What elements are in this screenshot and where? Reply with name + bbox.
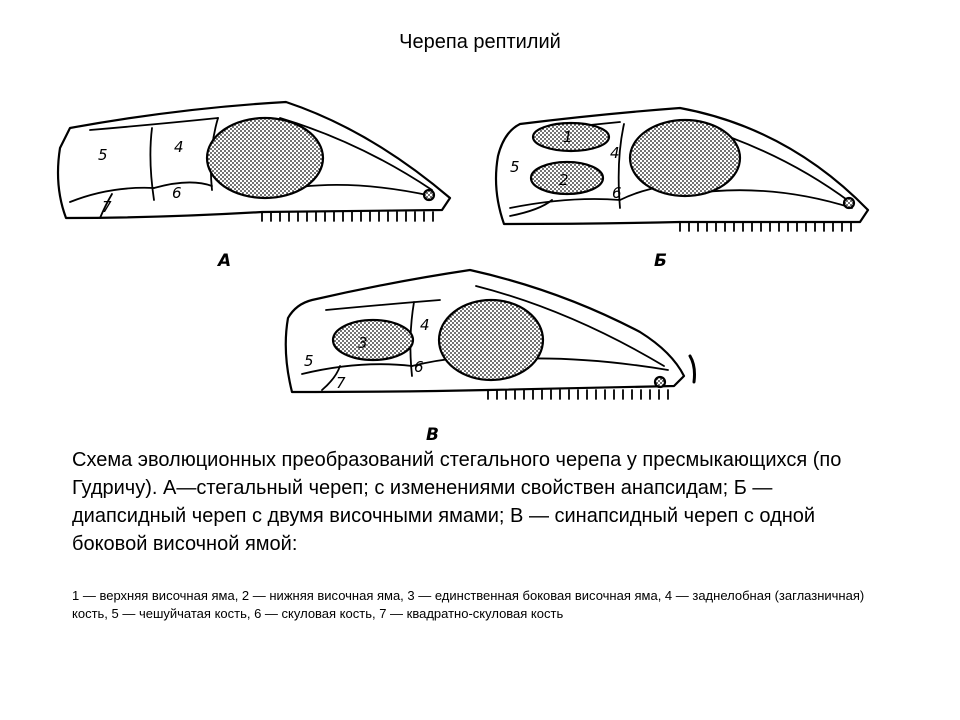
figure-caption: Схема эволюционных преобразований стегального черепа у пресмыкающихся (по Гудричу). А—стегальный череп; с изменениями свойствен анапсидам; Б — диапсидный череп с двумя височными ямами; В — синапсидный череп с одной боковой височной ямой: <box>72 449 842 555</box>
skull-a-nostril <box>424 190 434 200</box>
skull-b-label-4: 4 <box>610 144 620 162</box>
skull-v-nostril <box>655 377 665 387</box>
skull-a-orbit <box>207 118 323 198</box>
skull-v-orbit <box>439 300 543 380</box>
skull-b-label-1: 1 <box>563 128 573 146</box>
skull-v-teeth <box>488 390 668 399</box>
figure-legend: 1 — верхняя височная яма, 2 — нижняя височная яма, 3 — единственная боковая височная яма, 4 — заднелобная (заглазничная) кость, 5 — чешуйчатая кость, 6 — скуловая кость, 7 — квадратно-скуловая кость <box>72 588 865 621</box>
skull-diagrams <box>40 90 920 450</box>
skull-diagrams-svg <box>40 90 920 450</box>
skull-v-lateral-fossa <box>333 320 413 360</box>
skull-b <box>496 108 868 231</box>
skull-v-label-6: 6 <box>414 358 424 376</box>
skull-v-tip <box>690 356 695 382</box>
skull-a-label-4: 4 <box>174 138 184 156</box>
skull-v <box>286 270 695 399</box>
skull-b-label-5: 5 <box>510 158 520 176</box>
skull-a-label-6: 6 <box>172 184 182 202</box>
skull-v-label-3: 3 <box>358 334 368 352</box>
skull-b-label-2: 2 <box>559 171 569 189</box>
skull-a <box>58 102 450 221</box>
skull-b-orbit <box>630 120 740 196</box>
skull-v-label-5: 5 <box>304 352 314 370</box>
skull-v-caption: В <box>426 425 439 445</box>
skull-a-caption: А <box>218 251 232 271</box>
skull-v-label-7: 7 <box>336 374 346 392</box>
skull-a-teeth <box>262 212 433 221</box>
skull-a-label-5: 5 <box>98 146 108 164</box>
slide-title: Черепа рептилий <box>399 31 561 53</box>
skull-v-label-4: 4 <box>420 316 430 334</box>
skull-b-teeth <box>680 222 851 231</box>
skull-b-nostril <box>844 198 854 208</box>
skull-a-label-7: 7 <box>102 198 112 216</box>
skull-b-caption: Б <box>654 251 667 271</box>
skull-b-label-6: 6 <box>612 184 622 202</box>
